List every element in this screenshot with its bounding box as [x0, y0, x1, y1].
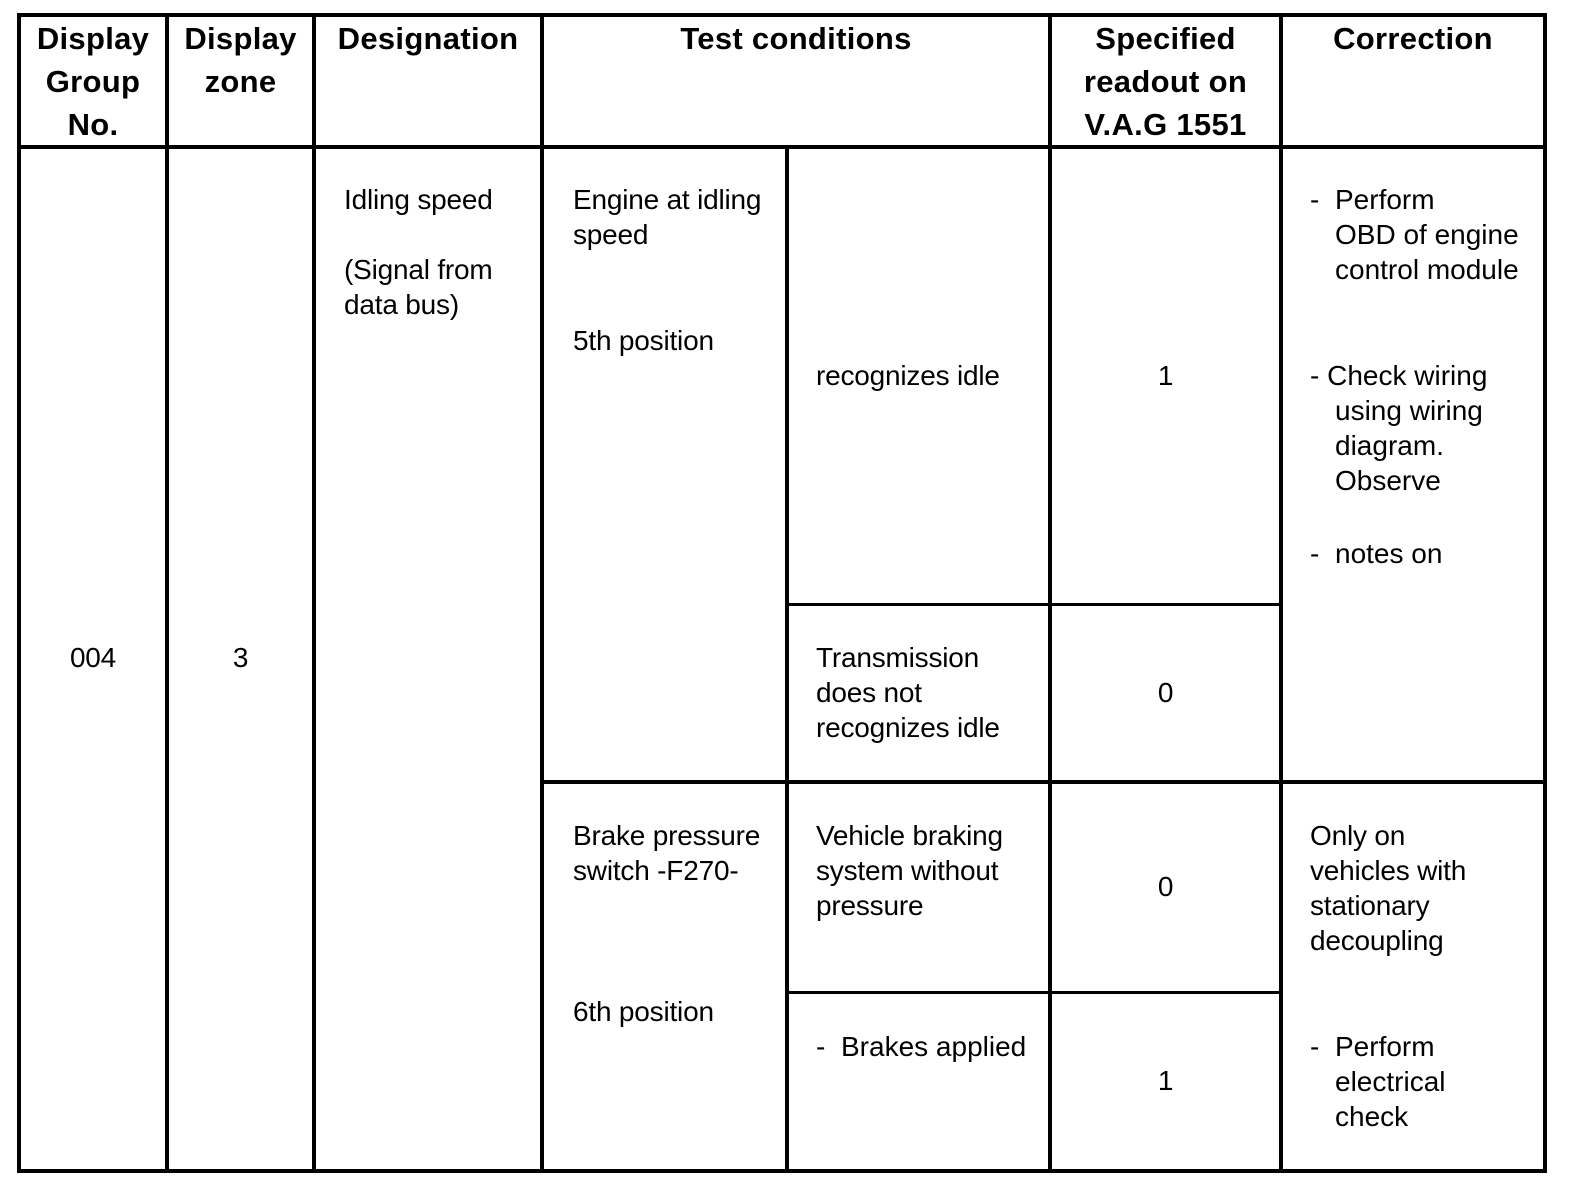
col-divider-3 [540, 13, 544, 1173]
block2-sub2 [816, 1029, 1026, 1064]
table-border-right [1543, 13, 1547, 1173]
table-border-bottom [17, 1169, 1547, 1173]
cell-group-no: 004 [69, 642, 117, 673]
block2-correction-item [1310, 1029, 1435, 1064]
col-divider-2 [312, 13, 316, 1173]
header-group-no: Display Group No. [36, 21, 150, 142]
block1-correction-item1-first: Perform [1335, 184, 1435, 215]
block2-position: 6th position [573, 996, 714, 1027]
cell-designation-note: (Signal from data bus) [344, 254, 493, 320]
block1-sub-divider [785, 603, 1283, 606]
block1-correction-item3 [1310, 536, 1442, 571]
block1-sub2-readout: 0 [1157, 677, 1174, 708]
cell-designation-main: Idling speed [344, 184, 493, 215]
block2-sub-divider [785, 991, 1283, 994]
col-divider-4 [785, 145, 789, 1173]
block2-correction-item-first: Perform [1335, 1031, 1435, 1062]
block2-sub2-dash: - [816, 1031, 826, 1062]
block2-sub2-text: Brakes applied [841, 1031, 1027, 1062]
col-divider-6 [1279, 13, 1283, 1173]
block1-sub1-text: recognizes idle [816, 360, 1000, 391]
block-divider [540, 780, 1547, 784]
block1-correction-item2-rest: using wiring diagram. Observe [1335, 395, 1483, 496]
block2-correction-note: Only on vehicles with stationary decoupling [1310, 820, 1467, 956]
col-divider-5 [1048, 13, 1052, 1173]
col-divider-1 [165, 13, 169, 1173]
block2-correction-item-rest: electrical check [1335, 1066, 1446, 1132]
block1-correction-item1-dash: - [1310, 184, 1320, 215]
header-designation: Designation [337, 21, 519, 56]
block1-correction-item3-dash: - [1310, 538, 1320, 569]
block2-condition: Brake pressure switch -F270- [573, 820, 761, 886]
header-divider [17, 145, 1547, 149]
block1-sub1-readout: 1 [1157, 360, 1174, 391]
cell-display-zone: 3 [232, 642, 249, 673]
block2-correction-item-dash: - [1310, 1031, 1320, 1062]
block2-sub1-text: Vehicle braking system without pressure [816, 820, 1003, 921]
block1-condition: Engine at idling speed [573, 184, 762, 250]
block1-sub2-text: Transmission does not recognizes idle [816, 642, 1000, 743]
block1-correction-item2-first: Check wiring [1327, 360, 1488, 391]
block1-correction-item2-dash: - [1310, 360, 1320, 391]
block1-correction-item1-rest: OBD of engine control module [1335, 219, 1519, 285]
block2-sub2-readout: 1 [1157, 1065, 1174, 1096]
header-correction: Correction [1333, 21, 1493, 56]
header-specified-readout: Specified readout on V.A.G 1551 [1083, 21, 1248, 142]
header-test-conditions: Test conditions [680, 21, 912, 56]
block1-correction-item2 [1310, 358, 1487, 393]
table-border-left [17, 13, 21, 1173]
block1-position: 5th position [573, 325, 714, 356]
block2-sub1-readout: 0 [1157, 871, 1174, 902]
block1-correction-item1 [1310, 182, 1435, 217]
header-display-zone: Display zone [184, 21, 297, 99]
block1-correction-item3-first: notes on [1335, 538, 1443, 569]
